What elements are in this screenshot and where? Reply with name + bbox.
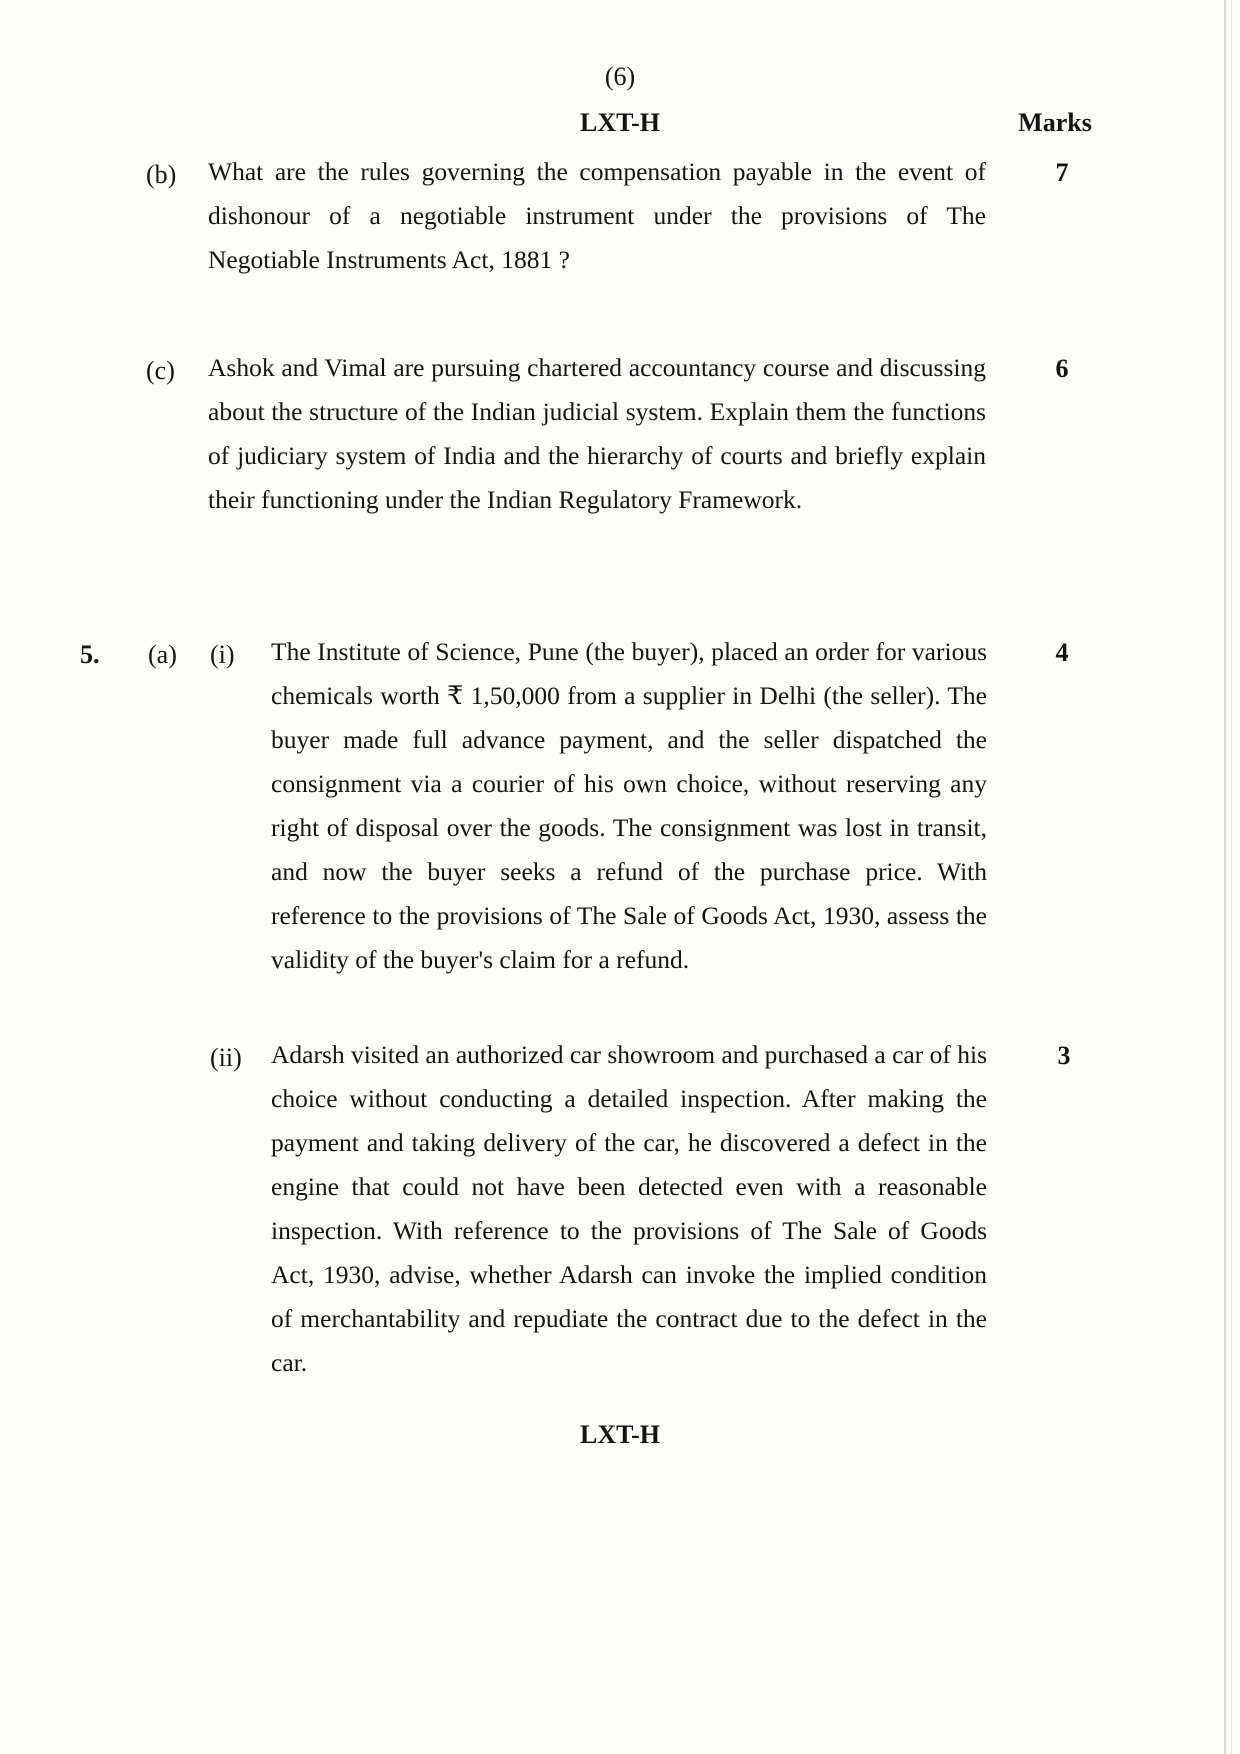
- question-c-label: (c): [146, 356, 175, 385]
- paper-code-header: LXT-H: [580, 108, 660, 137]
- question-c-marks: 6: [1055, 354, 1069, 383]
- question-5a-ii-text: Adarsh visited an authorized car showroom and purchased a car of his choice without conducting a detailed inspection. After making the payment and taking delivery of the car, he discovered a defect in the engine that could not have been detected even with a reasonable inspection. With reference to the provisions of The Sale of Goods Act, 1930, advise, whether Adarsh can invoke the implied condition of merchantability and repudiate the contract due to the defect in the car.: [271, 1040, 987, 1377]
- question-b-text: What are the rules governing the compensation payable in the event of dishonour of a negotiable instrument under the provisions of The Negotiable Instruments Act, 1881 ?: [208, 157, 986, 274]
- page-edge-line: [1224, 0, 1226, 1754]
- question-b-marks: 7: [1055, 158, 1069, 187]
- page-number: (6): [604, 62, 636, 91]
- question-5a-ii-label: (ii): [210, 1043, 242, 1072]
- question-5a-i-label: (i): [210, 640, 235, 669]
- question-c-text: Ashok and Vimal are pursuing chartered accountancy course and discussing about the structure of the Indian judicial system. Explain them the functions of judiciary system of India and the hierarchy of courts and briefly explain their functioning under the Indian Regulatory Framework.: [208, 353, 986, 514]
- marks-column-heading: Marks: [1018, 108, 1092, 137]
- question-b-label: (b): [146, 160, 177, 189]
- paper-code-footer: LXT-H: [580, 1420, 660, 1449]
- page-edge-line-secondary: [1231, 0, 1232, 1754]
- question-5a-i-text: The Institute of Science, Pune (the buyer), placed an order for various chemicals worth ₹ 1,50,000 from a supplier in Delhi (the seller). The buyer made full advance payment, and the seller dispatched the consignment via a courier of his own choice, without reserving any right of disposal over the goods. The consignment was lost in transit, and now the buyer seeks a refund of the purchase price. With reference to the provisions of The Sale of Goods Act, 1930, assess the validity of the buyer's claim for a refund.: [271, 637, 987, 974]
- question-5a-ii-marks: 3: [1057, 1041, 1071, 1070]
- question-5-number: 5.: [80, 640, 100, 669]
- question-5a-label: (a): [148, 640, 177, 669]
- question-5a-i-marks: 4: [1055, 638, 1069, 667]
